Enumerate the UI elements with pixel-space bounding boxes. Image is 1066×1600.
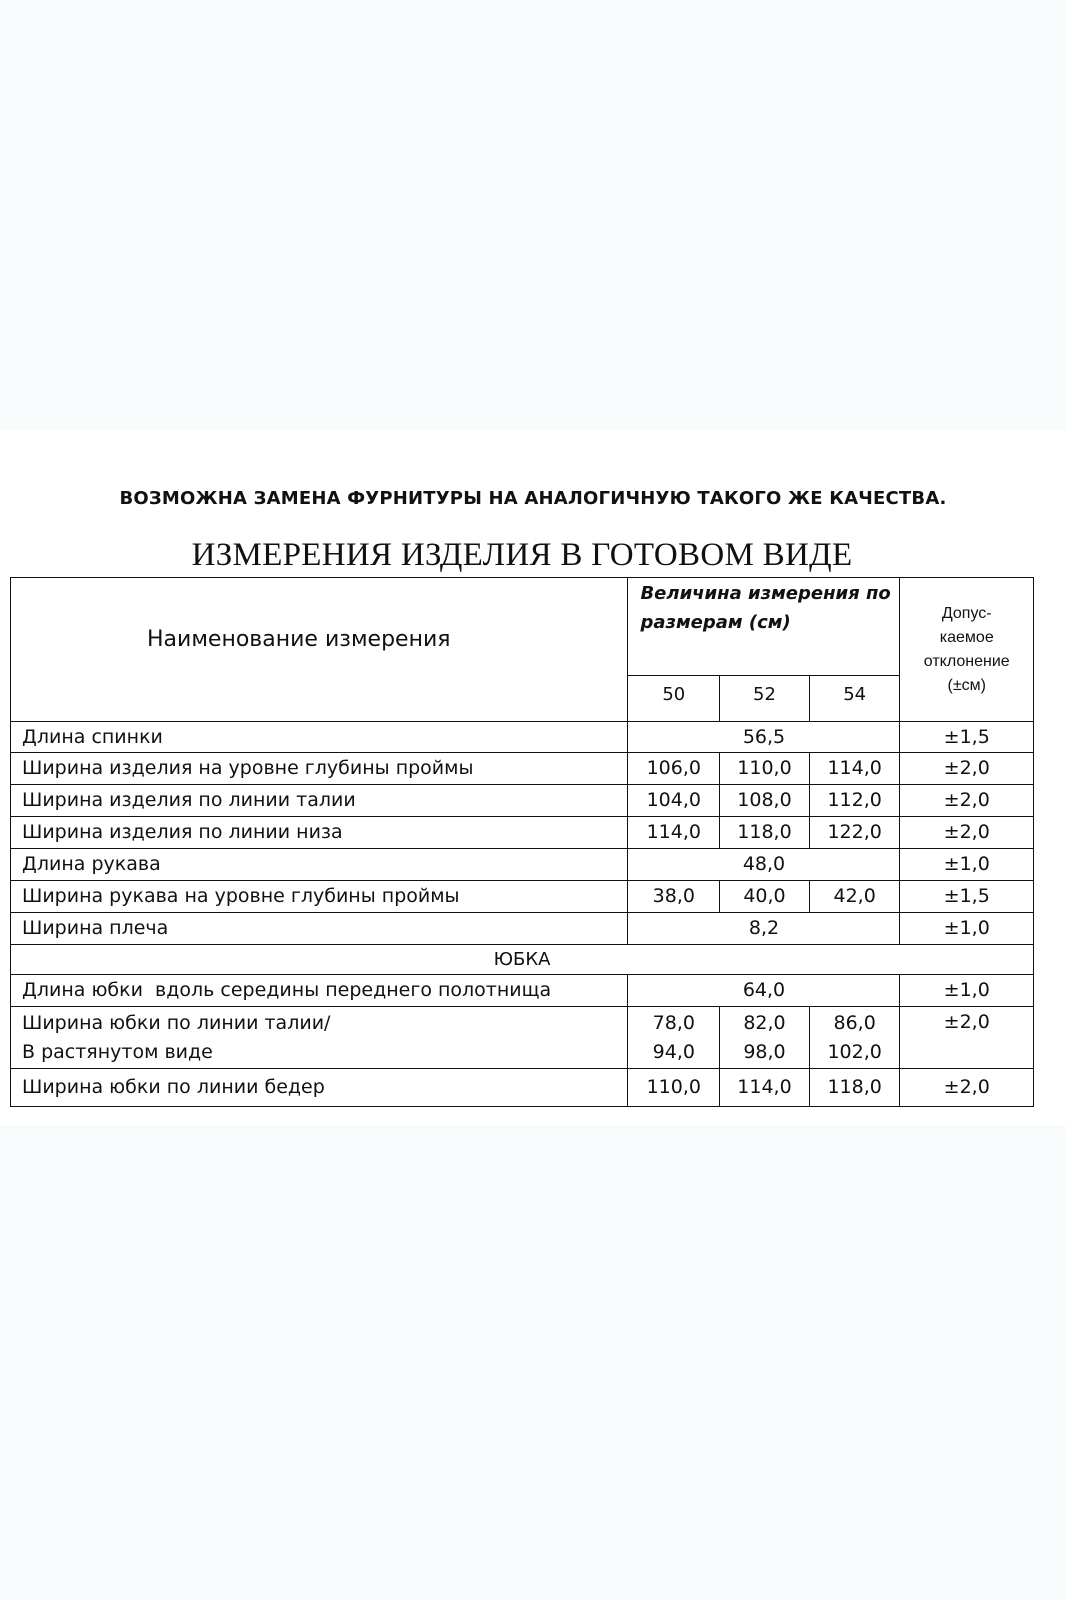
row-name-line: Ширина юбки по линии талии/ bbox=[22, 1012, 331, 1034]
row-value-50: 106,0 bbox=[628, 753, 720, 785]
header-tolerance-line: отклонение bbox=[923, 652, 1010, 670]
hardware-replacement-note: ВОЗМОЖНА ЗАМЕНА ФУРНИТУРЫ НА АНАЛОГИЧНУЮ ТАКОГО ЖЕ КАЧЕСТВА. bbox=[119, 488, 947, 509]
table-row bbox=[11, 975, 1034, 1007]
row-tolerance: ±2,0 bbox=[900, 1069, 1034, 1107]
row-value-all-sizes: 48,0 bbox=[628, 849, 900, 881]
row-value-54: 118,0 bbox=[809, 1069, 900, 1107]
bottom-background bbox=[0, 1125, 1066, 1600]
row-value-52 bbox=[720, 1007, 810, 1069]
row-name: Длина спинки bbox=[11, 722, 628, 753]
row-value-54 bbox=[809, 1007, 900, 1069]
header-tolerance-line: (±см) bbox=[947, 676, 986, 694]
page-title: ИЗМЕРЕНИЯ ИЗДЕЛИЯ В ГОТОВОМ ВИДЕ bbox=[191, 537, 853, 573]
row-name: Ширина изделия по линии низа bbox=[11, 817, 628, 849]
row-value-50: 104,0 bbox=[628, 785, 720, 817]
header-sizes-label: Величина измерения по размерам (см) bbox=[628, 578, 900, 676]
value-line: 102,0 bbox=[827, 1040, 882, 1063]
row-value-54: 114,0 bbox=[809, 753, 900, 785]
row-name: Длина юбки вдоль середины переднего полотнища bbox=[11, 975, 628, 1007]
table-row bbox=[11, 785, 1034, 817]
row-value-54: 122,0 bbox=[809, 817, 900, 849]
value-line: 94,0 bbox=[652, 1040, 695, 1063]
table-row bbox=[11, 849, 1034, 881]
header-tolerance-line: каемое bbox=[939, 628, 994, 646]
header-measurement-name: Наименование измерения bbox=[11, 578, 628, 722]
header-size-54: 54 bbox=[809, 676, 900, 722]
row-value-54: 112,0 bbox=[809, 785, 900, 817]
value-line: 82,0 bbox=[743, 1012, 786, 1034]
row-value-52: 118,0 bbox=[720, 817, 810, 849]
top-background bbox=[0, 0, 1066, 430]
row-tolerance: ±1,0 bbox=[900, 849, 1034, 881]
row-tolerance: ±1,0 bbox=[900, 975, 1034, 1007]
row-name-line: В растянутом виде bbox=[22, 1040, 213, 1063]
value-line: 98,0 bbox=[743, 1040, 786, 1063]
row-name: Ширина плеча bbox=[11, 913, 628, 945]
table-row bbox=[11, 881, 1034, 913]
row-name: Ширина рукава на уровне глубины проймы bbox=[11, 881, 628, 913]
table-row bbox=[11, 753, 1034, 785]
row-tolerance: ±2,0 bbox=[900, 753, 1034, 785]
section-skirt-heading: ЮБКА bbox=[11, 945, 1034, 975]
header-tolerance-line: Допус- bbox=[941, 604, 992, 622]
row-value-52: 108,0 bbox=[720, 785, 810, 817]
header-size-52: 52 bbox=[720, 676, 810, 722]
row-value-50: 38,0 bbox=[628, 881, 720, 913]
row-name: Ширина изделия на уровне глубины проймы bbox=[11, 753, 628, 785]
row-name bbox=[11, 1007, 628, 1069]
table-row bbox=[11, 722, 1034, 753]
row-value-all-sizes: 64,0 bbox=[628, 975, 900, 1007]
row-tolerance: ±1,5 bbox=[900, 881, 1034, 913]
header-tolerance bbox=[900, 578, 1034, 722]
row-tolerance: ±1,5 bbox=[900, 722, 1034, 753]
row-tolerance: ±1,0 bbox=[900, 913, 1034, 945]
row-value-all-sizes: 8,2 bbox=[628, 913, 900, 945]
row-value-50: 110,0 bbox=[628, 1069, 720, 1107]
row-name: Ширина изделия по линии талии bbox=[11, 785, 628, 817]
row-value-54: 42,0 bbox=[809, 881, 900, 913]
row-name: Длина рукава bbox=[11, 849, 628, 881]
table-row bbox=[11, 1069, 1034, 1107]
row-tolerance: ±2,0 bbox=[900, 1007, 1034, 1069]
table-row bbox=[11, 1007, 1034, 1069]
value-line: 86,0 bbox=[833, 1012, 876, 1034]
row-value-all-sizes: 56,5 bbox=[628, 722, 900, 753]
row-value-52: 40,0 bbox=[720, 881, 810, 913]
row-name: Ширина юбки по линии бедер bbox=[11, 1069, 628, 1107]
table-row bbox=[11, 817, 1034, 849]
row-value-52: 114,0 bbox=[720, 1069, 810, 1107]
table-row bbox=[11, 913, 1034, 945]
value-line: 78,0 bbox=[652, 1012, 695, 1034]
row-value-52: 110,0 bbox=[720, 753, 810, 785]
header-size-50: 50 bbox=[628, 676, 720, 722]
row-value-50 bbox=[628, 1007, 720, 1069]
row-tolerance: ±2,0 bbox=[900, 785, 1034, 817]
measurements-table bbox=[10, 577, 1034, 1107]
row-tolerance: ±2,0 bbox=[900, 817, 1034, 849]
row-value-50: 114,0 bbox=[628, 817, 720, 849]
